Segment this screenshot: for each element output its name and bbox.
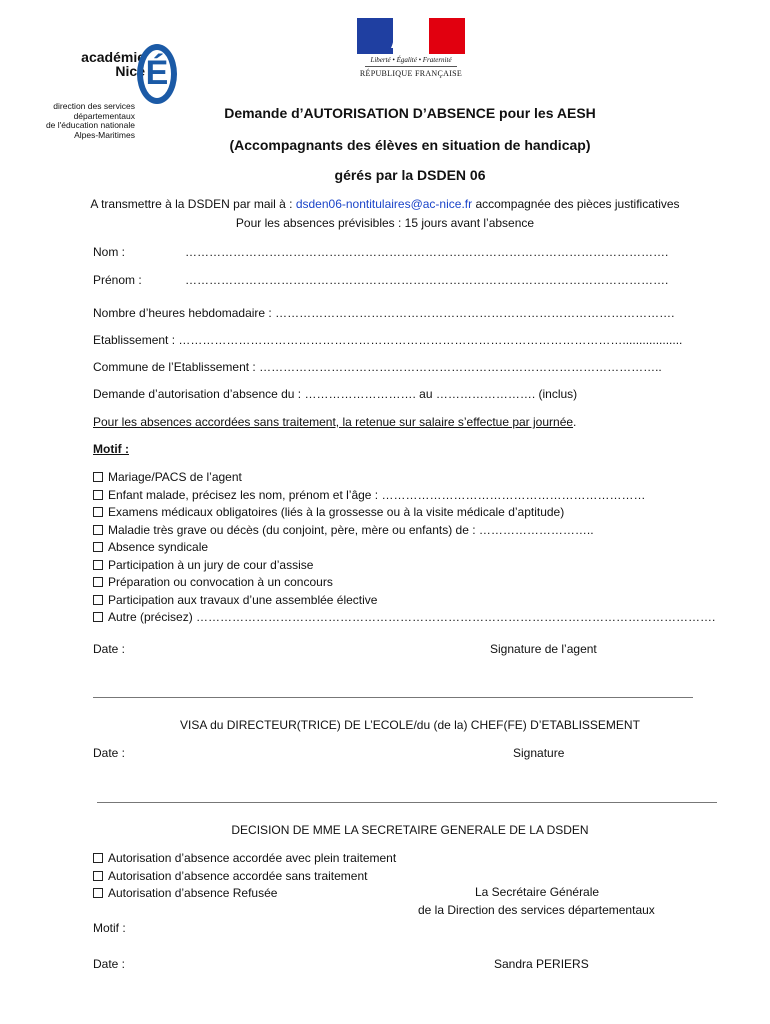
motif-item[interactable]	[93, 539, 715, 557]
motif-item[interactable]	[93, 592, 715, 610]
motif-list	[93, 469, 715, 627]
checkbox[interactable]	[93, 595, 103, 605]
salary-notice	[93, 415, 576, 429]
motif-label: Participation à un jury de cour d’assise	[108, 557, 314, 572]
decision-label: Autorisation d’absence accordée avec plein traitement	[108, 851, 397, 865]
motif-label: Maladie très grave ou décès (du conjoint, père, mère ou enfants) de : ………………………..	[108, 522, 594, 537]
heures-field[interactable]: Nombre d’heures hebdomadaire : ……………………………………………………………………………………….	[93, 306, 675, 320]
decision-option[interactable]	[93, 885, 396, 903]
checkbox[interactable]	[93, 472, 103, 482]
motif-label: Participation aux travaux d’une assemblée élective	[108, 592, 378, 607]
academie-wordmark	[75, 50, 145, 78]
checkbox[interactable]	[93, 507, 103, 517]
salary-notice-text: Pour les absences accordées sans traitement, la retenue sur salaire s’effectue par journée	[93, 415, 574, 429]
motif-item[interactable]	[93, 574, 715, 592]
prenom-label: Prénom :	[93, 273, 142, 287]
motif-label: Préparation ou convocation à un concours	[108, 575, 333, 589]
checkbox[interactable]	[93, 871, 103, 881]
flag-white	[393, 18, 429, 54]
email-link[interactable]: dsden06-nontitulaires@ac-nice.fr	[295, 197, 473, 211]
checkbox[interactable]	[93, 577, 103, 587]
motif-item[interactable]	[93, 557, 715, 575]
divider	[97, 802, 717, 803]
decision-motif[interactable]: Motif :	[93, 921, 126, 935]
motif-label: Examens médicaux obligatoires (liés à la grossesse ou à la visite médicale d’aptitude)	[108, 505, 565, 519]
salary-notice-end: .	[573, 415, 577, 429]
divider	[93, 697, 693, 698]
flag-red	[429, 18, 465, 54]
academie-city: Nice	[115, 63, 145, 79]
decision-option[interactable]	[93, 868, 396, 886]
intro-prefix: A transmettre à la DSDEN par mail à :	[90, 197, 296, 211]
motif-item[interactable]	[93, 504, 715, 522]
academie-word: académie	[81, 49, 145, 65]
commune-field[interactable]: Commune de l’Etablissement : ………………………………………………………………………………………..	[93, 360, 662, 374]
motif-item[interactable]	[93, 522, 715, 540]
sg-direction: de la Direction des services départementaux	[418, 903, 655, 917]
nom-field[interactable]: ………………………………………………………………………………………………………….	[185, 245, 669, 259]
visa-date[interactable]: Date :	[93, 746, 126, 760]
checkbox[interactable]	[93, 612, 103, 622]
etablissement-field[interactable]: Etablissement : …………………………………………………………………………………………………..................	[93, 333, 683, 347]
page-subtitle: (Accompagnants des élèves en situation de handicap)	[229, 137, 591, 153]
rf-motto: Liberté • Égalité • Fraternité	[370, 56, 452, 64]
motif-label: Enfant malade, précisez les nom, prénom et l’âge : …………………………………………………………	[108, 487, 646, 502]
visa-title: VISA du DIRECTEUR(TRICE) DE L’ECOLE/du (de la) CHEF(FE) D’ETABLISSEMENT	[180, 718, 640, 732]
agent-date[interactable]: Date :	[93, 642, 126, 656]
motif-item[interactable]	[93, 487, 715, 505]
academie-logo	[45, 38, 185, 146]
direction-line: Alpes-Maritimes	[74, 129, 135, 140]
visa-signature[interactable]: Signature	[513, 746, 565, 760]
academie-e-icon: É	[137, 44, 177, 104]
checkbox[interactable]	[93, 542, 103, 552]
page-title: Demande d’AUTORISATION D’ABSENCE pour les AESH	[224, 105, 596, 121]
sg-title: La Secrétaire Générale	[475, 885, 600, 899]
intro-suffix: accompagnée des pièces justificatives	[472, 197, 680, 211]
intro-delay: Pour les absences prévisibles : 15 jours avant l’absence	[235, 216, 535, 230]
motif-label: Mariage/PACS de l’agent	[108, 470, 242, 484]
marianne-profile-icon	[385, 18, 421, 54]
checkbox[interactable]	[93, 560, 103, 570]
motif-label: Absence syndicale	[108, 540, 209, 554]
decision-title: DECISION DE MME LA SECRETAIRE GENERALE DE LA DSDEN	[231, 823, 589, 837]
checkbox[interactable]	[93, 888, 103, 898]
republique-francaise-logo	[355, 18, 467, 80]
decision-label: Autorisation d’absence Refusée	[108, 886, 278, 900]
motif-item[interactable]	[93, 609, 715, 627]
sg-name: Sandra PERIERS	[494, 957, 589, 971]
direction-line: départementaux	[73, 110, 135, 121]
checkbox[interactable]	[93, 525, 103, 535]
checkbox[interactable]	[93, 853, 103, 863]
motif-title: Motif :	[93, 442, 129, 456]
direction-line: direction des services	[53, 101, 135, 111]
agent-signature[interactable]: Signature de l’agent	[490, 642, 597, 656]
intro-line	[0, 197, 770, 211]
prenom-field[interactable]: ………………………………………………………………………………………………………….	[185, 273, 669, 287]
decision-date[interactable]: Date :	[93, 957, 126, 971]
dates-field[interactable]: Demande d’autorisation d’absence du : ………………………. au ……………………. (inclus)	[93, 387, 578, 401]
decision-options	[93, 850, 396, 903]
decision-option[interactable]	[93, 850, 396, 868]
nom-label: Nom :	[93, 245, 126, 259]
decision-label: Autorisation d’absence accordée sans traitement	[108, 868, 368, 883]
page-subtitle-2: gérés par la DSDEN 06	[334, 167, 486, 183]
direction-line: de l'éducation nationale	[45, 120, 135, 130]
motif-item[interactable]	[93, 469, 715, 487]
rf-divider	[365, 66, 457, 67]
motif-label: Autre (précisez) ………………………………………………………………………………………………………………….	[108, 610, 716, 624]
checkbox[interactable]	[93, 490, 103, 500]
rf-name: RÉPUBLIQUE FRANÇAISE	[359, 69, 463, 78]
tricolor-flag-icon	[357, 18, 465, 54]
